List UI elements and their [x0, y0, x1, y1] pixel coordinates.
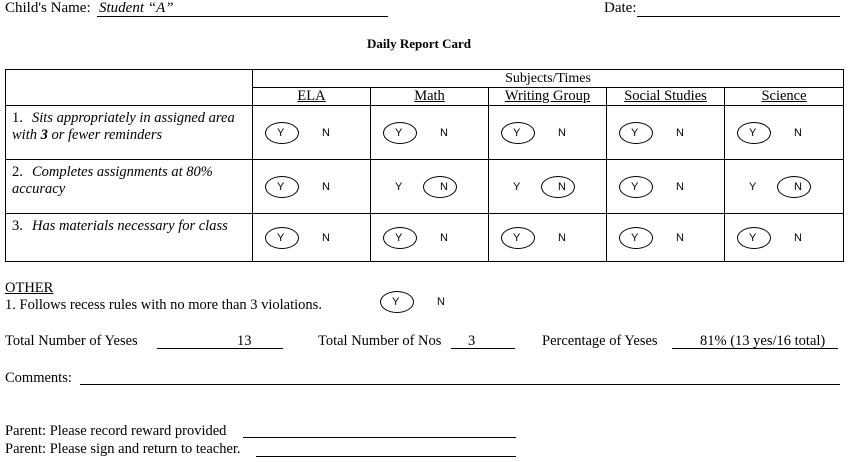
no-option: N: [558, 180, 566, 193]
total-yeses-label: Total Number of Yeses: [5, 333, 138, 349]
yn-cell: [607, 214, 725, 262]
comments-label: Comments:: [5, 370, 72, 386]
no-option: N: [794, 180, 802, 193]
no-option: N: [322, 126, 330, 139]
yn-cell: [725, 214, 844, 262]
yes-option: Y: [631, 180, 639, 193]
yes-option: Y: [749, 180, 757, 193]
parent-reward-label: Parent: Please record reward provided: [5, 423, 227, 439]
other-yes: Y: [392, 296, 400, 308]
yes-option: Y: [395, 180, 403, 193]
subjects-header: Subjects/Times: [253, 70, 844, 88]
no-option: N: [558, 126, 566, 139]
yes-option: Y: [631, 126, 639, 139]
parent-sign-line[interactable]: [256, 456, 516, 457]
report-table: [5, 69, 844, 262]
no-option: N: [440, 126, 448, 139]
yn-cell: [371, 160, 489, 214]
other-item: 1. Follows recess rules with no more than 3 violations.: [5, 297, 322, 313]
yes-option: Y: [513, 126, 521, 139]
total-yeses-line: [157, 348, 283, 349]
no-option: N: [558, 231, 566, 244]
yes-option: Y: [277, 180, 285, 193]
yes-option: Y: [513, 180, 521, 193]
yes-option: Y: [749, 231, 757, 244]
yn-cell: [253, 214, 371, 262]
date-line: [637, 16, 840, 17]
total-nos-line: [451, 348, 515, 349]
no-option: N: [676, 231, 684, 244]
criterion-3: 3. Has materials necessary for class: [6, 214, 253, 262]
criterion-1: 1. Sits appropriately in assigned area with 3 or fewer reminders: [6, 106, 253, 160]
page-title: Daily Report Card: [367, 36, 471, 51]
other-no: N: [437, 296, 445, 308]
subject-social-studies: Social Studies: [607, 88, 725, 106]
yn-cell: [725, 106, 844, 160]
yn-cell: [489, 106, 607, 160]
yes-option: Y: [395, 126, 403, 139]
subject-writing-group: Writing Group: [489, 88, 607, 106]
child-name-line: [97, 16, 388, 17]
criterion-2: 2. Completes assignments at 80% accuracy: [6, 160, 253, 214]
yn-cell: [371, 106, 489, 160]
yn-cell: [725, 160, 844, 214]
subject-ela: ELA: [253, 88, 371, 106]
subject-math: Math: [371, 88, 489, 106]
total-yeses-value: 13: [237, 333, 252, 349]
yn-cell: [489, 160, 607, 214]
yn-cell: [607, 160, 725, 214]
no-option: N: [794, 231, 802, 244]
yes-option: Y: [395, 231, 403, 244]
yn-cell: [489, 214, 607, 262]
no-option: N: [440, 180, 448, 193]
yn-cell: [607, 106, 725, 160]
no-option: N: [676, 126, 684, 139]
pct-yeses-label: Percentage of Yeses: [542, 333, 658, 349]
yes-option: Y: [749, 126, 757, 139]
subject-science: Science: [725, 88, 844, 106]
no-option: N: [794, 126, 802, 139]
date-label: Date:: [604, 0, 637, 16]
other-heading: OTHER: [5, 280, 54, 296]
yn-cell: [253, 106, 371, 160]
parent-reward-line[interactable]: [243, 437, 516, 438]
no-option: N: [322, 231, 330, 244]
child-name-value: Student “A”: [99, 0, 174, 16]
total-nos-value: 3: [468, 333, 476, 349]
yes-option: Y: [631, 231, 639, 244]
child-name-label: Child's Name:: [5, 0, 91, 16]
pct-yeses-value: 81% (13 yes/16 total): [700, 333, 826, 349]
corner-cell: [6, 70, 253, 106]
yn-cell: [253, 160, 371, 214]
yn-cell: [371, 214, 489, 262]
parent-sign-label: Parent: Please sign and return to teacher.: [5, 441, 241, 457]
total-nos-label: Total Number of Nos: [318, 333, 442, 349]
no-option: N: [440, 231, 448, 244]
yes-option: Y: [277, 231, 285, 244]
yes-option: Y: [277, 126, 285, 139]
comments-line[interactable]: [80, 384, 840, 385]
no-option: N: [322, 180, 330, 193]
no-option: N: [676, 180, 684, 193]
yes-option: Y: [513, 231, 521, 244]
